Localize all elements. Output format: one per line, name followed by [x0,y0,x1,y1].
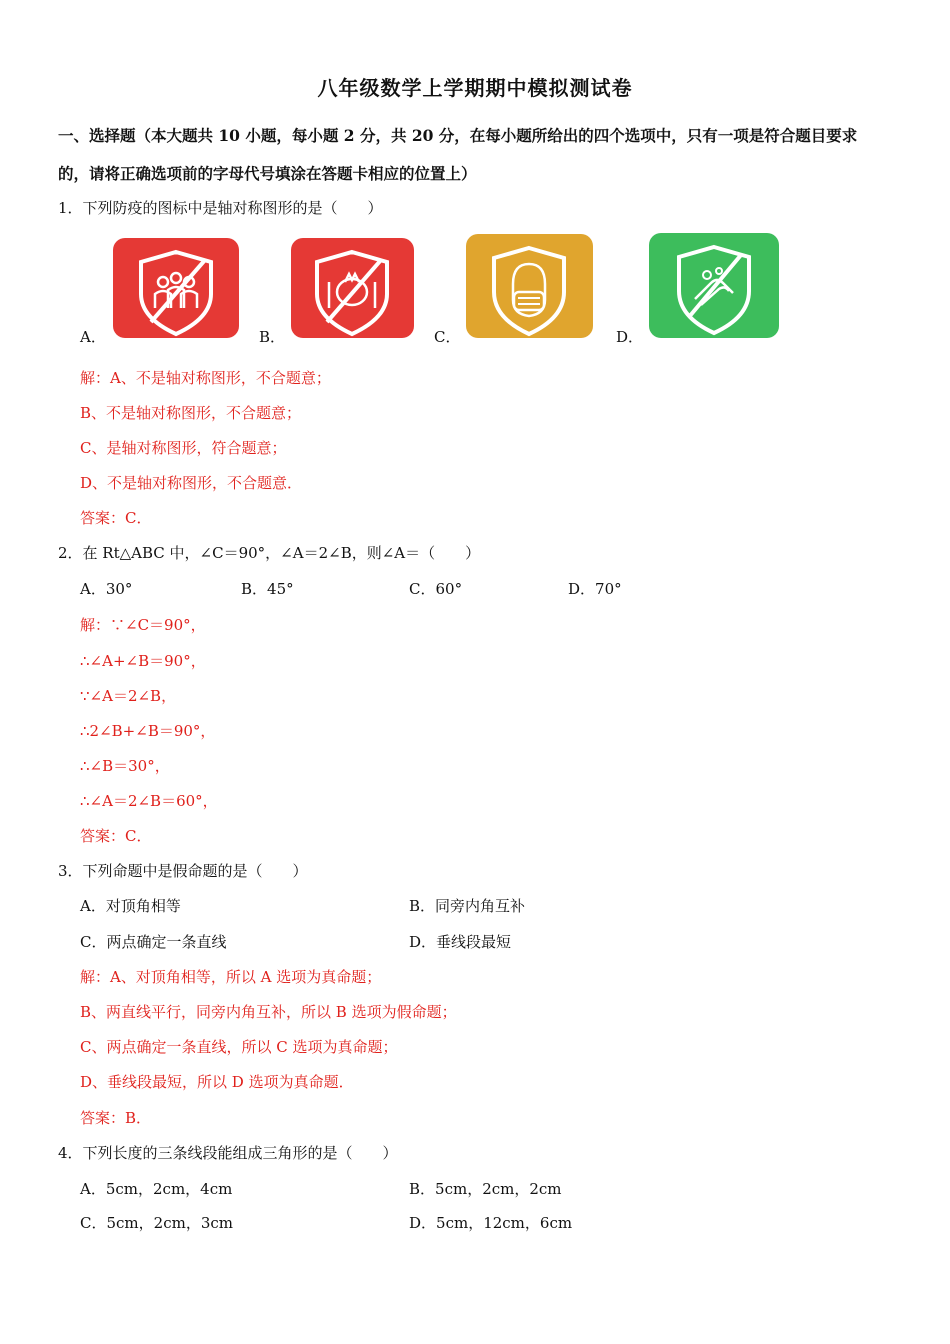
q3-option-b: B．同旁内角互补 [409,897,526,915]
q4-option-c: C．5cm，2cm，3cm [80,1214,233,1232]
q1-solution-line: 解：A、不是轴对称图形，不合题意； [80,369,331,387]
q3-solution-line: C、两点确定一条直线，所以 C 选项为真命题； [80,1038,398,1056]
question-1-stem: 1．下列防疫的图标中是轴对称图形的是（ ） [58,199,383,217]
q4-option-a: A．5cm，2cm，4cm [80,1180,233,1198]
q3-option-a: A．对顶角相等 [80,897,181,915]
q3-solution-line: 解：A、对顶角相等，所以 A 选项为真命题； [80,968,382,986]
q2-option-a: A．30° [80,580,133,598]
q3-solution-line: B、两直线平行，同旁内角互补，所以 B 选项为假命题； [80,1003,457,1021]
wear-mask-icon [466,234,593,338]
q1-answer: 答案：C． [80,509,152,527]
q1-solution-line: D、不是轴对称图形，不合题意． [80,474,303,492]
question-2-stem: 2．在 Rt△ABC 中，∠C＝90°，∠A＝2∠B，则∠A＝（ ） [58,544,481,562]
q2-solution-line: ∵∠A＝2∠B， [80,687,177,705]
q4-option-d: D．5cm，12cm，6cm [409,1214,573,1232]
q3-option-d: D．垂线段最短 [409,933,512,951]
q2-solution-line: ∴∠A+∠B＝90°， [80,652,206,670]
question-4-stem: 4．下列长度的三条线段能组成三角形的是（ ） [58,1144,398,1162]
q2-option-d: D．70° [568,580,622,598]
q1-solution-line: C、是轴对称图形，符合题意； [80,439,287,457]
q2-solution-line: ∴∠A＝2∠B＝60°， [80,792,218,810]
q3-solution-line: D、垂线段最短，所以 D 选项为真命题． [80,1073,354,1091]
q1-option-d-label: D． [616,328,644,346]
q1-option-c-label: C． [434,328,461,346]
q1-solution-line: B、不是轴对称图形，不合题意； [80,404,302,422]
q1-option-b-label: B． [259,328,286,346]
q2-option-b: B．45° [241,580,294,598]
q2-option-c: C．60° [409,580,463,598]
q4-option-b: B．5cm，2cm，2cm [409,1180,562,1198]
page-title: 八年级数学上学期期中模拟测试卷 [317,76,633,100]
q3-option-c: C．两点确定一条直线 [80,933,227,951]
question-3-stem: 3．下列命题中是假命题的是（ ） [58,862,308,880]
no-gathering-icon [113,238,239,338]
q1-option-a-label: A． [80,328,106,346]
q2-solution-line: ∴2∠B+∠B＝90°， [80,722,216,740]
wash-hands-icon [649,233,779,338]
q2-solution-line: 解：∵∠C＝90°， [80,616,206,634]
q2-solution-line: ∴∠B＝30°， [80,757,170,775]
section-heading-line2: 的，请将正确选项前的字母代号填涂在答题卡相应的位置上） [58,164,477,183]
no-wild-animal-eating-icon [291,238,414,338]
q3-answer: 答案：B． [80,1109,152,1127]
section-heading-line1: 一、选择题（本大题共 10 小题，每小题 2 分，共 20 分，在每小题所给出的四个选项中，只有一项是符合题目要求 [58,126,858,145]
q2-answer: 答案：C． [80,827,152,845]
